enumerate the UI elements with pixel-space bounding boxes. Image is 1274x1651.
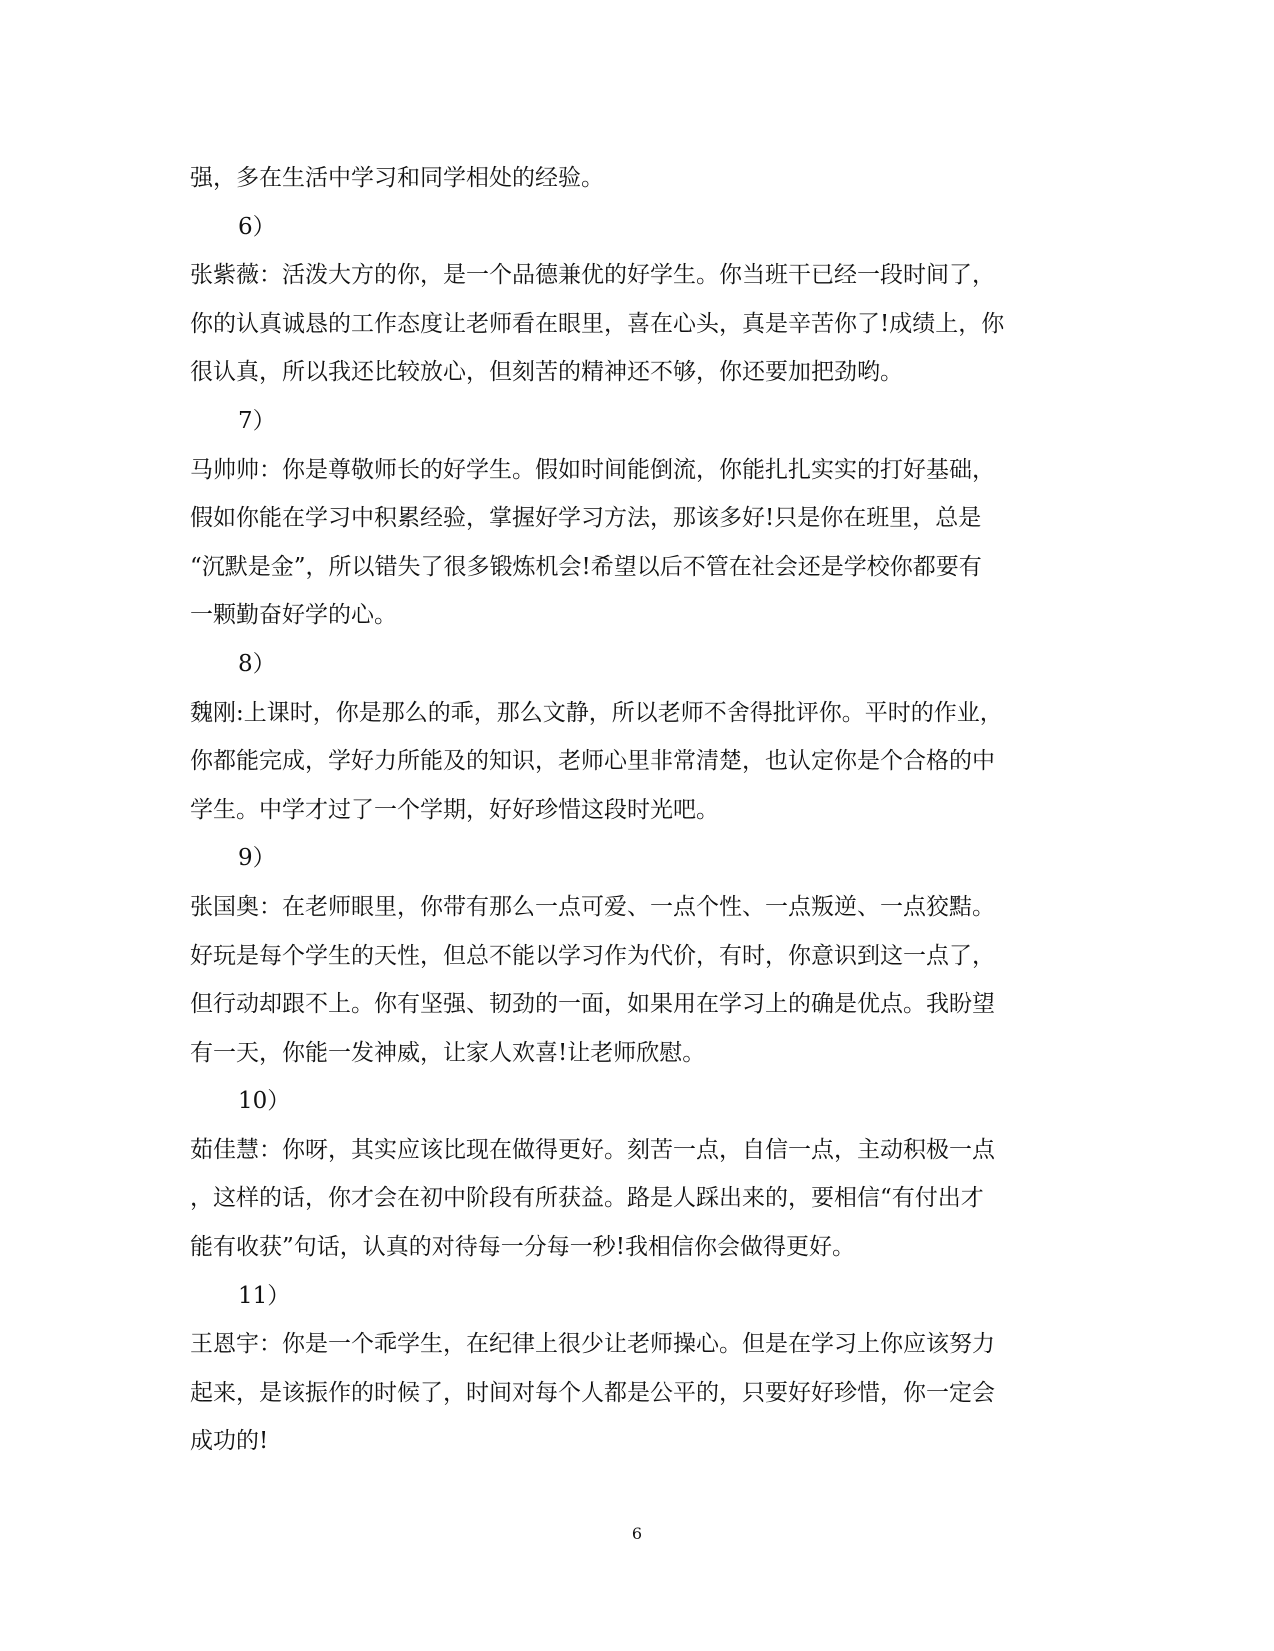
text-line: 但行动却跟不上。你有坚强、韧劲的一面，如果用在学习上的确是优点。我盼望 bbox=[190, 991, 995, 1018]
text-line: 一颗勤奋好学的心。 bbox=[190, 602, 397, 629]
item-number: 6） bbox=[238, 213, 276, 240]
text-line: 学生。中学才过了一个学期，好好珍惜这段时光吧。 bbox=[190, 796, 719, 823]
text-line: 张国奥：在老师眼里，你带有那么一点可爱、一点个性、一点叛逆、一点狡黠。 bbox=[190, 893, 995, 920]
text-line: 起来，是该振作的时候了，时间对每个人都是公平的，只要好好珍惜，你一定会 bbox=[190, 1379, 995, 1406]
text-line: “沉默是金”，所以错失了很多锻炼机会!希望以后不管在社会还是学校你都要有 bbox=[190, 553, 982, 580]
text-line: 茹佳慧：你呀，其实应该比现在做得更好。刻苦一点，自信一点，主动积极一点 bbox=[190, 1136, 995, 1163]
text-line: 很认真，所以我还比较放心，但刻苦的精神还不够，你还要加把劲哟。 bbox=[190, 359, 903, 386]
item-number: 11） bbox=[238, 1282, 291, 1309]
text-line: 有一天，你能一发神威，让家人欢喜!让老师欣慰。 bbox=[190, 1039, 706, 1066]
document-body bbox=[190, 154, 1088, 1466]
text-line: 魏刚:上课时，你是那么的乖，那么文静，所以老师不舍得批评你。平时的作业， bbox=[190, 699, 1003, 726]
text-line: 假如你能在学习中积累经验，掌握好学习方法，那该多好!只是你在班里，总是 bbox=[190, 505, 982, 532]
item-number: 9） bbox=[238, 845, 276, 872]
text-line: 王恩宇：你是一个乖学生，在纪律上很少让老师操心。但是在学习上你应该努力 bbox=[190, 1331, 995, 1358]
text-line: ，这样的话，你才会在初中阶段有所获益。路是人踩出来的，要相信“有付出才 bbox=[190, 1185, 984, 1212]
item-number: 8） bbox=[238, 650, 276, 677]
text-line: 张紫薇：活泼大方的你，是一个品德兼优的好学生。你当班干已经一段时间了， bbox=[190, 262, 995, 289]
text-line: 强，多在生活中学习和同学相处的经验。 bbox=[190, 165, 604, 191]
text-line: 你的认真诚恳的工作态度让老师看在眼里，喜在心头，真是辛苦你了!成绩上，你 bbox=[190, 310, 1005, 337]
item-number: 10） bbox=[238, 1088, 291, 1115]
text-line: 成功的! bbox=[190, 1428, 269, 1455]
item-number: 7） bbox=[238, 407, 276, 434]
text-line: 马帅帅：你是尊敬师长的好学生。假如时间能倒流，你能扎扎实实的打好基础， bbox=[190, 456, 995, 483]
page-number: 6 bbox=[631, 1524, 643, 1543]
text-line: 好玩是每个学生的天性，但总不能以学习作为代价，有时，你意识到这一点了， bbox=[190, 942, 995, 969]
text-line: 你都能完成，学好力所能及的知识，老师心里非常清楚，也认定你是个合格的中 bbox=[190, 748, 995, 775]
text-line: 能有收获”句话，认真的对待每一分每一秒!我相信你会做得更好。 bbox=[190, 1234, 856, 1261]
